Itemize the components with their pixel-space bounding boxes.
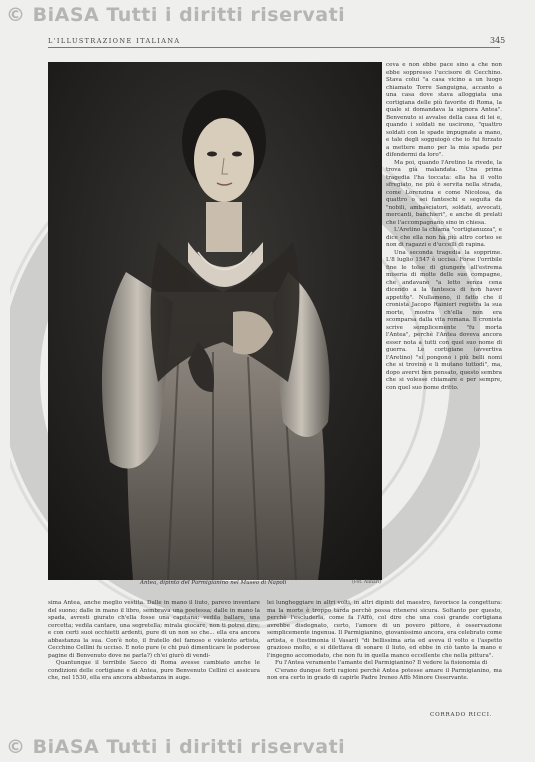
body-paragraph: Fu l'Antea veramente l'amante del Parmigianino? Il vedere la fisionomia di (275, 660, 488, 666)
watermark-top: © BiASA Tutti i diritti riservati (6, 4, 346, 26)
body-paragraph: C'erano dunque forti ragioni perchè Antea potesse amare il Parmigianino, ma non era certo in grado di capirle Padre Ireneo Affò Minore Osservante. (267, 667, 502, 681)
side-paragraph: Ma poi, quando l'Aretino la rivede, la trova già malandata. Una prima tragedia l'ha toccata: ella ha il volto sfregiato, ne più è servita nella strada, come Lorenzina e come Nicolosa, da quattro o sei fanteschi e seguita da "nobili, ambasciatori, soldati, avvocati, mercanti, banchieri", e anche di prelati che l'accompagnano sino in chiesa. (386, 159, 502, 226)
figure-caption: Antea, dipinto del Parmigianino nel Museo di Napoli (140, 580, 287, 586)
bottom-right-column (267, 600, 502, 712)
body-paragraph: sima Antea, anche meglio vestita. Dalle in mano il liuto, parevo inventare del suono; dalle in mano il libro, sembrava una poetessa; dalle in mano la spada, avresti giurato ch'ella fosse una capitana; vedila ballare, una cercetta; vedila cantare, una segretella; mirala giocare, non ti potrei dire; e con certi suoi occhietti ardenti, pure di un non so che... ella era ancora abbastanza la sua. Con'è noto, il fratello del famoso e violento artista, Cecchino Cellini fu ucciso. E noto pure (e chi può dimenticare le poderose pagine di Benvenuto dove ne parla?) ch'ei giurò di vendi- (48, 600, 260, 659)
body-paragraph: lei lungheggiare in altri volti, in altri dipinti del maestro, favorisce la congettura: ma la morte è troppo tarda perchè possa ritenersi sicura. Soltanto per questo, perchè l'escluderla, come fa l'Affò, col dire che una così grande cortigiana avrebbe disdegnato, certo, l'amore di un povero pittore, è osservazione semplicemente ingenua. Il Parmigianino, giovanissimo ancora, era celebrato come artista, e (testimonia il Vasari) "di bellissima aria ed aveva il volto e l'aspetto grazioso molto, e si dilettava di sonare il liuto, ed ebbe in ciò tanto la mano e l'ingegno accomodato, che non fu in quella manco eccellente che nella pittura". (267, 600, 502, 659)
side-paragraph: ceva e non ebbe pace sino a che non ebbe soppresso l'uccisore di Cecchino. Stava colui "a casa vicino a un luogo chiamato Torre Sanguigna, accanto a una casa dove stava alloggiata una cortigiana delle più favorite di Roma, la quale si domandava la signora Antea". Benvenuto si avvalse della casa di lei e, quando i soldati ne uscirono, "quattro soldati con le spade impugnate a mano, e tale degli sogguiogò che io fui forzato a mettere mano per la mia spada per difendermi da loro". (386, 62, 502, 158)
page-number: 345 (490, 36, 506, 45)
photo-credit: (Fot. Alinari) (352, 580, 382, 585)
side-text-column (386, 62, 502, 582)
header-rule (48, 47, 500, 48)
bottom-left-column (48, 600, 260, 720)
portrait-painting (48, 62, 382, 580)
body-paragraph: Quantunque il terribile Sacco di Roma avesse cambiato anche le condizioni delle cortigiane e di Antea, pure Benvenuto Cellini ci assicura che, nel 1530, ella era ancora abbastanza in auge. (48, 660, 260, 681)
running-head: L'ILLUSTRAZIONE ITALIANA (48, 37, 181, 45)
portrait-image (48, 62, 382, 580)
author-signature: CORRADO RICCI. (430, 712, 493, 718)
side-paragraph: Una seconda tragedia la sopprime. L'8 luglio 1547 è uccisa. Forse l'orribile fine le tolse di giungere all'estrema miseria di molte delle sue compagne, che andavano "a letto senza cena dicendo a la fantesca di non haver appetito". Nullameno, il fatto che il cronista Jacopo Rainieri registra la sua morte, mostra ch'ella non era scomparsa dalla vita romana. Il cronista scrive semplicemente "fu morta l'Antea", perchè l'Antea doveva ancora esser nota a tutti con quel suo nome di guerra. Le cortigiane (avvertiva l'Aretino) "si pongono i più belli nomi che si trovino e li mutano tuttodì", ma, dopo avervi ben pensato, questo sembra che si volesse chiamare e per sempre, con quel suo nome dritto. (386, 249, 502, 391)
watermark-bottom: © BiASA Tutti i diritti riservati (6, 736, 346, 758)
side-paragraph: L'Aretino la chiama "cortigianuzza", e dice che ella non ha più altro corteo se non di ragazzi e d'uccelli di rapina. (386, 227, 502, 248)
